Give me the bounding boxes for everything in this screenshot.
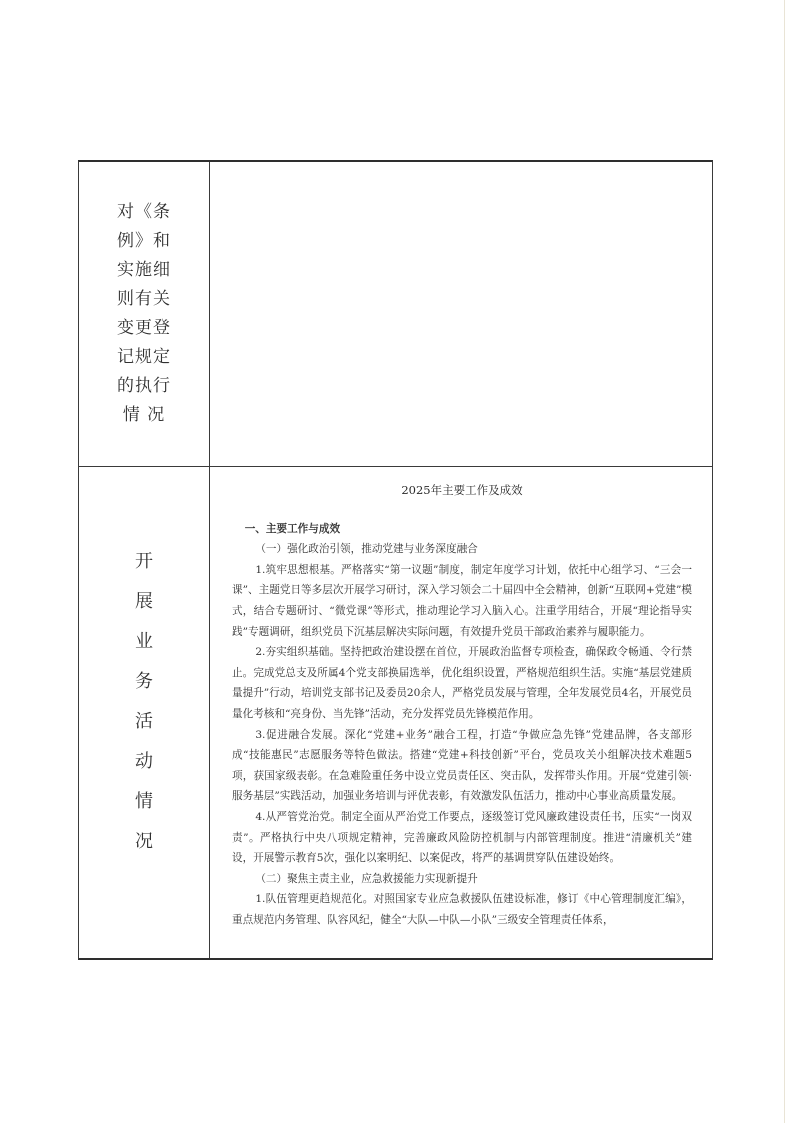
- paragraph: 1.筑牢思想根基。严格落实“第一议题”制度，制定年度学习计划，依托中心组学习、“三会一课”、主题党日等多层次开展学习研讨，深入学习领会二十届四中全会精神，创新“互联网+党建”模式，结合专题研讨、“微党课”等形式，推动理论学习入脑入心。注重学用结合，开展“理论指导实践”专题调研，组织党员下沉基层解决实际问题，有效提升党员干部政治素养与履职能力。: [232, 563, 692, 638]
- report-content: [210, 466, 712, 930]
- paragraph: 1.队伍管理更趋规范化。对照国家专业应急救援队伍建设标准，修订《中心管理制度汇编》，重点规范内务管理、队容风纪，健全“大队—中队—小队”三级安全管理责任体系，: [232, 893, 692, 926]
- content-cell-business-activities: [210, 466, 712, 958]
- label-line: 例》和: [117, 231, 171, 251]
- label-char: 展: [135, 591, 153, 612]
- label-char: 情: [135, 791, 153, 812]
- paragraph: 3.促进融合发展。深化“党建+业务”融合工程，打造“争做应急先锋”党建品牌，各支部形成“技能惠民”志愿服务等特色做法。搭建“党建+科技创新”平台，党员攻关小组解决技术难题5项，获国家级表彰。在急难险重任务中设立党员责任区、突击队，发挥带头作用。开展“党建引领·服务基层”实践活动，加强业务培训与评优表彰，有效激发队伍活力，推动中心事业高质量发展。: [232, 728, 692, 803]
- label-char: 业: [135, 631, 153, 652]
- content-cell-regulation-compliance: [210, 162, 712, 466]
- label-char: 动: [135, 751, 153, 772]
- registration-form-table: [78, 160, 713, 960]
- row-business-activities: [79, 466, 712, 958]
- label-line: 变更登: [117, 318, 171, 338]
- subsection-heading: （一）强化政治引领，推动党建与业务深度融合: [255, 543, 478, 556]
- subsection-heading: （二）聚焦主责主业，应急救援能力实现新提升: [255, 872, 478, 885]
- label-line: 实施细: [117, 260, 171, 280]
- section-heading: 一、主要工作与成效: [244, 522, 341, 535]
- label-line: 记规定: [117, 347, 171, 367]
- paragraph: 2.夯实组织基础。坚持把政治建设摆在首位，开展政治监督专项检查，确保政令畅通、令行禁止。完成党总支及所属4个党支部换届选举，优化组织设置，严格规范组织生活。实施“基层党建质量提升”行动，培训党支部书记及委员20余人，严格党员发展与管理，全年发展党员4名，开展党员量化考核和“亮身份、当先锋”活动，充分发挥党员先锋模范作用。: [232, 646, 692, 720]
- label-regulation-compliance: [109, 198, 179, 430]
- label-char: 开: [135, 551, 153, 572]
- label-char: 活: [135, 711, 153, 732]
- label-cell-business-activities: [79, 466, 210, 958]
- label-char: 务: [135, 671, 153, 692]
- row-regulation-compliance: [79, 162, 712, 467]
- label-line: 对《条: [117, 202, 171, 222]
- label-line: 情 况: [122, 405, 166, 425]
- label-line: 则有关: [117, 289, 171, 309]
- page-edge-line: [784, 0, 785, 1123]
- label-line: 的执行: [117, 376, 171, 396]
- report-title: 2025年主要工作及成效: [401, 483, 523, 497]
- label-business-activities: [135, 542, 153, 862]
- label-cell-regulation-compliance: [79, 162, 210, 466]
- paragraph: 4.从严管党治党。制定全面从严治党工作要点，逐级签订党风廉政建设责任书，压实“一岗双责”。严格执行中央八项规定精神，完善廉政风险防控机制与内部管理制度。推进“清廉机关”建设，开展警示教育5次，强化以案明纪、以案促改，将严的基调贯穿队伍建设始终。: [232, 810, 692, 865]
- label-char: 况: [135, 831, 153, 852]
